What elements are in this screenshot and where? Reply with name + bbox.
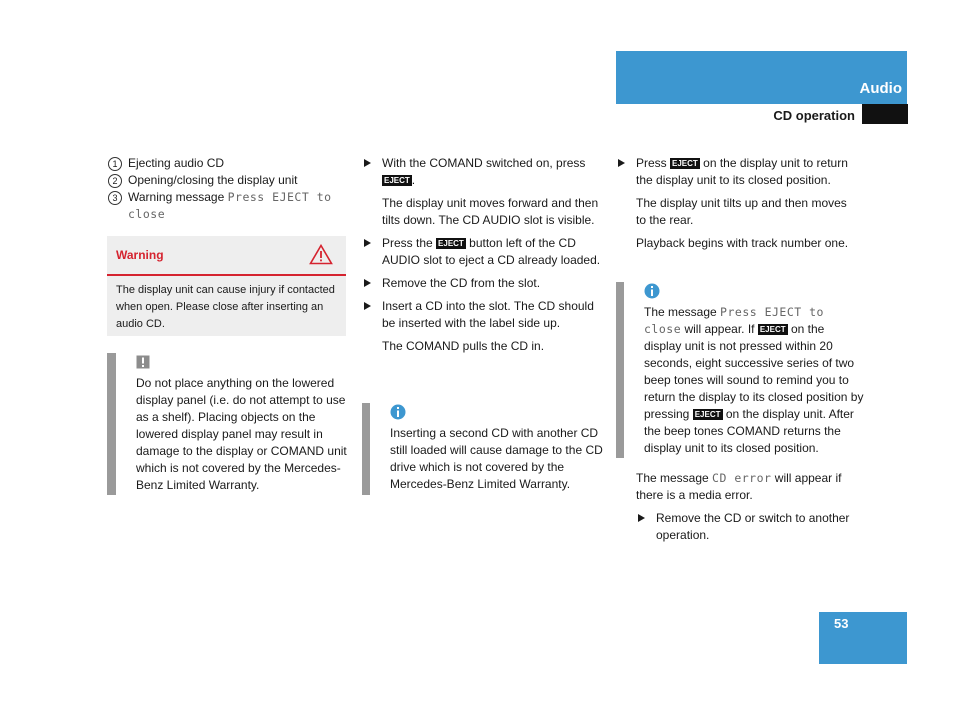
paragraph-part: The message	[636, 471, 713, 485]
step-item: Remove the CD or switch to another operation.	[636, 510, 858, 544]
callout-number: 2	[108, 174, 122, 188]
note-icon-row	[390, 403, 609, 425]
info-text-part: The message	[644, 305, 721, 319]
caution-note	[107, 353, 355, 495]
warning-box	[107, 236, 346, 336]
callout-number: 1	[108, 157, 122, 171]
eject-button-icon: EJECT	[759, 325, 786, 334]
step-item: Remove the CD from the slot.	[362, 275, 602, 292]
column-right	[616, 155, 858, 258]
eject-button-icon: EJECT	[672, 159, 698, 168]
step-text: Press	[636, 156, 671, 170]
display-message: Press EJECT to close	[644, 305, 824, 336]
legend-item	[108, 155, 346, 172]
step-text: on the display unit to return the display unit to its closed position.	[636, 156, 848, 187]
info-text	[644, 304, 865, 457]
display-message: Press EJECT to close	[128, 190, 332, 221]
info-icon	[390, 404, 406, 420]
info-icon	[644, 283, 660, 299]
step-text: Press the	[382, 236, 437, 250]
warning-triangle-icon	[309, 244, 333, 265]
step-item	[616, 155, 858, 189]
legend-text: Warning message	[128, 190, 228, 204]
paragraph: The COMAND pulls the CD in.	[382, 339, 545, 353]
page-number-box	[819, 612, 907, 664]
note-icon-row	[136, 353, 355, 375]
subsection-title: CD operation	[773, 108, 855, 123]
legend-text: Opening/closing the display unit	[128, 173, 298, 187]
caution-icon	[136, 355, 150, 369]
legend-text-wrap	[128, 189, 346, 223]
paragraph: The display unit tilts up and then moves to the rear.	[636, 196, 847, 227]
legend-item	[108, 189, 346, 223]
warning-text: The display unit can cause injury if contacted when open. Please close after inserting an audio CD.	[116, 284, 335, 330]
warning-header	[107, 236, 346, 276]
paragraph-part: will appear if there is a media error.	[636, 471, 842, 502]
paragraph	[616, 470, 858, 504]
eject-button-icon: EJECT	[438, 239, 464, 248]
info-text-part: will appear. If	[681, 322, 758, 336]
column-middle	[362, 155, 602, 361]
step-item	[362, 235, 602, 269]
display-message: CD error	[712, 471, 772, 485]
info-text-part: on the display unit. After the beep tones COMAND returns the display unit to its closed position.	[644, 407, 854, 455]
caution-icon-label: !	[136, 355, 137, 356]
eject-button-icon: EJECT	[384, 176, 410, 185]
step-item	[362, 155, 602, 189]
step-text: .	[411, 173, 416, 187]
subsection-bar	[862, 104, 908, 124]
paragraph: The display unit moves forward and then tilts down. The CD AUDIO slot is visible.	[382, 196, 599, 227]
note-icon-row	[644, 282, 865, 304]
info-text: Inserting a second CD with another CD still loaded will cause damage to the CD drive which is not covered by the Mercedes-Benz Limited Warranty.	[390, 426, 603, 491]
info-note	[362, 403, 609, 495]
step-text: With the COMAND switched on, press	[382, 156, 586, 170]
info-text-part: on the display unit is not pressed within 20 seconds, eight successive series of two beep tones will sound to remind you to return the display to its closed position by pressing	[644, 322, 864, 421]
caution-text: Do not place anything on the lowered display panel (i.e. do not attempt to use as a shelf). Placing objects on the lowered display panel may result in damage to the display or COMAND unit which is not covered by the Mercedes-Benz Limited Warranty.	[136, 376, 347, 492]
legend-item	[108, 172, 346, 189]
legend-text: Ejecting audio CD	[128, 156, 225, 170]
warning-label: Warning	[116, 248, 164, 262]
legend-list	[108, 155, 346, 223]
paragraph: Playback begins with track number one.	[636, 236, 849, 250]
eject-button-icon: EJECT	[694, 410, 721, 419]
column-right-lower	[616, 470, 858, 550]
page-number: 53	[834, 616, 849, 631]
step-item: Insert a CD into the slot. The CD should be inserted with the label side up.	[362, 298, 602, 332]
section-title: Audio	[859, 80, 902, 97]
step-text: button left of the CD AUDIO slot to eject a CD already loaded.	[382, 236, 601, 267]
callout-number: 3	[108, 191, 122, 205]
info-note	[616, 282, 865, 458]
